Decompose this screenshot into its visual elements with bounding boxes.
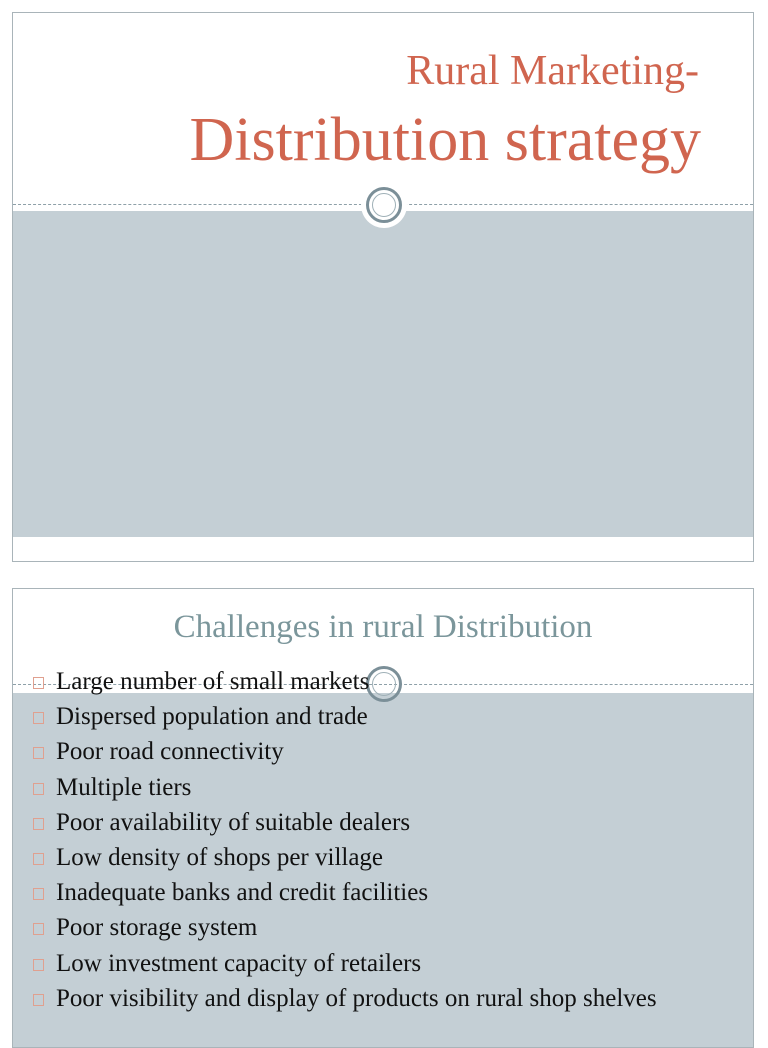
square-bullet-icon — [33, 923, 44, 935]
list-item — [33, 665, 733, 700]
content-slide — [12, 588, 754, 1048]
square-bullet-icon — [33, 783, 44, 795]
title-slide — [12, 12, 754, 562]
list-item — [33, 735, 733, 770]
square-bullet-icon — [33, 712, 44, 724]
slide-band — [13, 211, 753, 537]
list-item — [33, 876, 733, 911]
list-item-text: Low density of shops per village — [56, 843, 384, 871]
slide-title-line-2: Distribution strategy — [189, 106, 701, 174]
square-bullet-icon — [33, 994, 44, 1006]
list-item-text: Dispersed population and trade — [56, 703, 368, 731]
list-item-text: Low investment capacity of retailers — [56, 949, 422, 977]
list-item-text: Multiple tiers — [56, 773, 192, 801]
bullet-list — [33, 665, 733, 1015]
list-item — [33, 700, 733, 735]
list-item-text: Inadequate banks and credit facilities — [56, 879, 429, 907]
list-item-text: Large number of small markets — [56, 668, 370, 695]
slide-title: Challenges in rural Distribution — [173, 609, 593, 645]
square-bullet-icon — [33, 677, 44, 689]
list-item — [33, 806, 733, 841]
list-item-text: Poor visibility and display of products on rural shop shelves — [56, 984, 657, 1012]
list-item-text: Poor storage system — [56, 914, 258, 942]
square-bullet-icon — [33, 747, 44, 759]
list-item-text: Poor road connectivity — [56, 738, 284, 766]
list-item — [33, 911, 733, 946]
list-item — [33, 982, 733, 1015]
slide-title-line-1: Rural Marketing- — [406, 48, 699, 94]
square-bullet-icon — [33, 818, 44, 830]
list-item — [33, 947, 733, 982]
ring-icon — [361, 182, 407, 228]
list-item — [33, 771, 733, 806]
list-item — [33, 841, 733, 876]
square-bullet-icon — [33, 888, 44, 900]
square-bullet-icon — [33, 853, 44, 865]
square-bullet-icon — [33, 959, 44, 971]
list-item-text: Poor availability of suitable dealers — [56, 808, 411, 836]
